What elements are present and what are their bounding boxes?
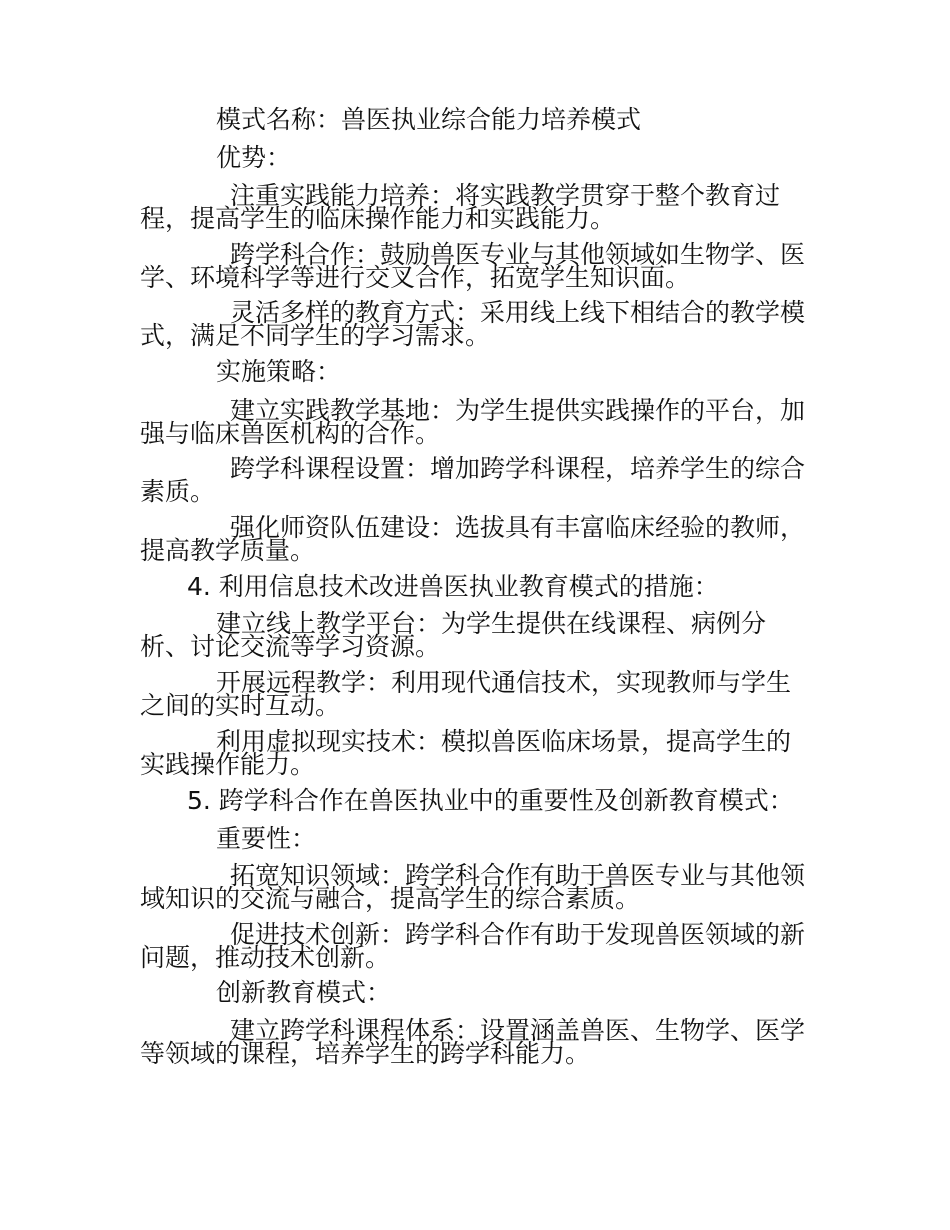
advantage-3-line-1: 灵活多样的教育方式：采用线上线下相结合的教学模 <box>230 298 806 327</box>
innovation-1-line-1: 建立跨学科课程体系：设置涵盖兽医、生物学、医学 <box>230 1016 806 1045</box>
advantage-3-line-2: 式，满足不同学生的学习需求。 <box>140 321 491 350</box>
strategy-1-line-1: 建立实践教学基地：为学生提供实践操作的平台，加 <box>230 396 806 425</box>
importance-1-line-1: 拓宽知识领域：跨学科合作有助于兽医专业与其他领 <box>230 861 806 890</box>
importance-2-line-2: 问题，推动技术创新。 <box>140 943 391 972</box>
innovation-1-line-2: 等领域的课程，培养学生的跨学科能力。 <box>140 1039 591 1068</box>
measure-2-line-2: 之间的实时互动。 <box>140 691 341 720</box>
advantage-2-line-1: 跨学科合作：鼓励兽医专业与其他领域如生物学、医 <box>230 240 806 269</box>
importance-heading: 重要性： <box>216 824 317 853</box>
section-5-heading: 5. 跨学科合作在兽医执业中的重要性及创新教育模式： <box>187 786 794 815</box>
measure-1-line-1: 建立线上教学平台：为学生提供在线课程、病例分 <box>216 609 767 638</box>
importance-1-line-2: 域知识的交流与融合，提高学生的综合素质。 <box>140 884 641 913</box>
strategy-1-line-2: 强与临床兽医机构的合作。 <box>140 419 441 448</box>
strategy-3-line-1: 强化师资队伍建设：选拔具有丰富临床经验的教师， <box>230 513 806 542</box>
measure-3-line-2: 实践操作能力。 <box>140 750 316 779</box>
section-4-heading: 4. 利用信息技术改进兽医执业教育模式的措施： <box>187 572 719 601</box>
importance-2-line-1: 促进技术创新：跨学科合作有助于发现兽医领域的新 <box>230 920 806 949</box>
advantage-1-line-1: 注重实践能力培养：将实践教学贯穿于整个教育过 <box>230 181 781 210</box>
measure-1-line-2: 析、讨论交流等学习资源。 <box>140 632 441 661</box>
advantage-1-line-2: 程，提高学生的临床操作能力和实践能力。 <box>140 204 616 233</box>
mode-name-line: 模式名称：兽医执业综合能力培养模式 <box>216 105 642 134</box>
strategy-2-line-2: 素质。 <box>140 477 216 506</box>
measure-2-line-1: 开展远程教学：利用现代通信技术，实现教师与学生 <box>216 668 792 697</box>
advantage-2-line-2: 学、环境科学等进行交叉合作，拓宽学生知识面。 <box>140 263 691 292</box>
strategy-heading: 实施策略： <box>216 357 342 386</box>
strategy-2-line-1: 跨学科课程设置：增加跨学科课程，培养学生的综合 <box>230 454 806 483</box>
strategy-3-line-2: 提高教学质量。 <box>140 536 316 565</box>
measure-3-line-1: 利用虚拟现实技术：模拟兽医临床场景，提高学生的 <box>216 727 792 756</box>
innovation-heading: 创新教育模式： <box>216 978 392 1007</box>
advantages-heading: 优势： <box>216 143 292 172</box>
